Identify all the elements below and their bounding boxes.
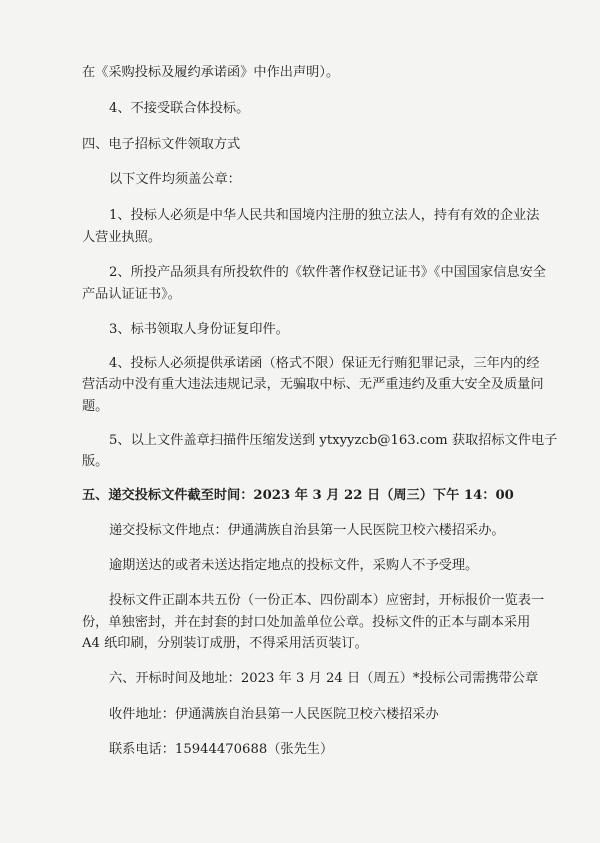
text-line: 逾期送达的或者未送达指定地点的投标文件，采购人不予受理。	[109, 558, 479, 573]
text-line: 4、不接受联合体投标。	[109, 101, 250, 116]
text-line: 投标文件正副本共五份（一份正本、四份副本）应密封，开标报价一览表一	[109, 593, 545, 608]
text-line: 以下文件均须盖公章：	[109, 172, 241, 187]
text-line: A4 纸印刷，分别装订成册，不得采用活页装订。	[82, 636, 368, 651]
text-line: 在《采购投标及履约承诺函》中作出声明）。	[82, 65, 340, 80]
text-line: 1、投标人必须是中华人民共和国境内注册的独立法人，持有有效的企业法	[109, 208, 540, 223]
text-line: 4、投标人必须提供承诺函（格式不限）保证无行贿犯罪记录，三年内的经	[109, 356, 540, 371]
text-line: 收件地址：伊通满族自治县第一人民医院卫校六楼招采办	[109, 707, 439, 722]
text-line: 营活动中没有重大违法违规记录，无骗取中标、无严重违约及重大安全及质量问	[82, 377, 544, 392]
text-line: 递交投标文件地点：伊通满族自治县第一人民医院卫校六楼招采办。	[109, 523, 505, 538]
text-line: 产品认证证书》。	[82, 287, 181, 302]
text-line: 联系电话：15944470688（张先生）	[109, 742, 334, 757]
text-line: 2、所投产品须具有所投软件的《软件著作权登记证书》《中国国家信息安全	[109, 265, 546, 280]
text-line: 版。	[82, 454, 109, 469]
section-heading: 六、开标时间及地址：2023 年 3 月 24 日（周五）*投标公司需携带公章	[109, 671, 539, 686]
text-line: 5、以上文件盖章扫描件压缩发送到 ytxyyzcb@163.com 获取招标文件电子	[109, 433, 558, 448]
text-line: 份，单独密封，并在封套的封口处加盖单位公章。投标文件的正本与副本采用	[82, 615, 531, 630]
text-line: 题。	[82, 399, 109, 414]
section-heading: 五、递交投标文件截至时间：2023 年 3 月 22 日（周三）下午 14：00	[82, 488, 514, 503]
text-line: 3、标书领取人身份证复印件。	[109, 322, 289, 337]
section-heading: 四、电子招标文件领取方式	[82, 137, 241, 152]
text-line: 人营业执照。	[82, 230, 162, 245]
